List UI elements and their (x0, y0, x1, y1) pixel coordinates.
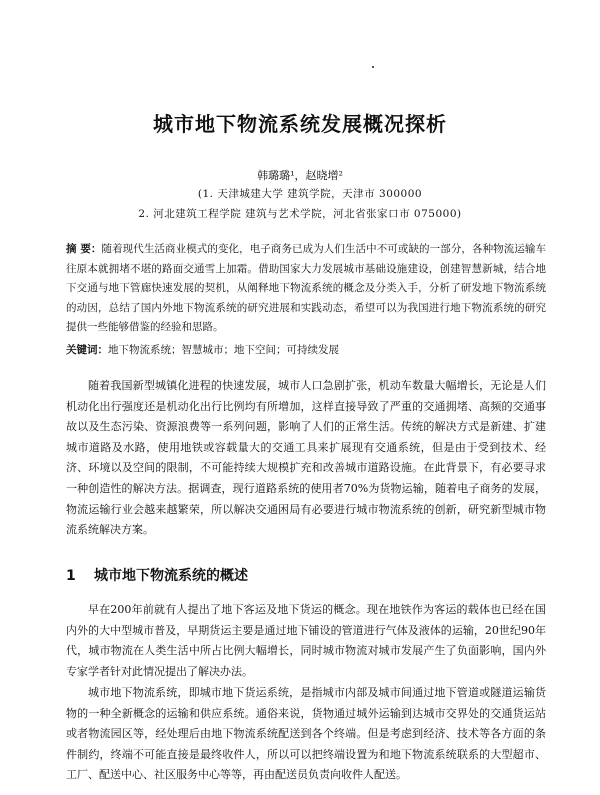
paper-title: 城市地下物流系统发展概况探析 (153, 112, 447, 136)
section-title: 城市地下物流系统的概述 (94, 568, 248, 584)
keywords-label: 关键词： (66, 344, 108, 356)
body-paragraph-1: 早在200年前就有人提出了地下客运及地下货运的概念。现在地铁作为客运的载体也已经在国内外的大中型城市普及，早期货运主要是通过地下铺设的管道进行气体及液体的运输，20世纪90年代，城市物流在人类生活中所占比例大幅增长，同时城市物流对城市发展产生了负面影响，国内外专家学者针对此情况提出了解决办法。 (66, 603, 546, 678)
section-number: 1 (66, 568, 76, 584)
affiliation-1: (1. 天津城建大学 建筑学院，天津市 300000 (197, 188, 423, 200)
keywords-text: 地下物流系统；智慧城市；地下空间；可持续发展 (108, 344, 339, 356)
abstract-label: 摘 要： (66, 243, 102, 255)
intro-paragraph: 随着我国新型城镇化进程的快速发展，城市人口急剧扩张，机动车数量大幅增长，无论是人们机动化出行强度还是机动化出行比例均有所增加，这样直接导致了严重的交通拥堵、高频的交通事故以及生态污染、资源浪费等一系列问题，影响了人们的正常生活。传统的解决方式是新建、扩建城市道路及水路，使用地铁或容载量大的交通工具来扩展现有交通系统，但是由于受到技术、经济、环境以及空间的限制，不可能持续大规模扩充和改善城市道路设施。在此背景下，有必要寻求一种创造性的解决方法。据调查，现行道路系统的使用者70%为货物运输，随着电子商务的发展，物流运输行业会越来越繁荣，所以解决交通困局有必要进行城市物流系统的创新，研究新型城市物流系统解决方案。 (66, 379, 546, 537)
body-paragraph-2: 城市地下物流系统，即城市地下货运系统，是指城市内部及城市间通过地下管道或隧道运输货物的一种全新概念的运输和供应系统。通俗来说，货物通过城外运输到达城市交界处的交通货运站或者物流园区等，经处理后由地下物流系统配送到各个终端。但是考虑到经济、技术等各方面的条件制约，终端不可能直接是最终收件人，所以可以把终端设置为和地下物流系统联系的大型超市、工厂、配送中心、社区服务中心等等，再由配送员负责向收件人配送。 (66, 686, 546, 782)
abstract (66, 240, 546, 338)
abstract-text: 随着现代生活商业模式的变化，电子商务已成为人们生活中不可或缺的一部分，各种物流运输车往原本就拥堵不堪的路面交通雪上加霜。借助国家大力发展城市基础设施建设，创建智慧新城，结合地下交通与地下管廊快速发展的契机，从阐释地下物流系统的概念及分类入手，分析了研发地下物流系统的动因，总结了国内外地下物流系统的研究进展和实践动态，希望可以为我国进行地下物流系统的研究提供一些能够借鉴的经验和思路。 (66, 243, 547, 334)
affiliation-2: 2. 河北建筑工程学院 建筑与艺术学院，河北省张家口市 075000) (138, 208, 462, 220)
scan-speck (372, 66, 374, 68)
author-line: 韩璐璐¹，赵晓增² (257, 169, 343, 182)
section-heading (66, 565, 248, 585)
keywords (66, 341, 546, 361)
